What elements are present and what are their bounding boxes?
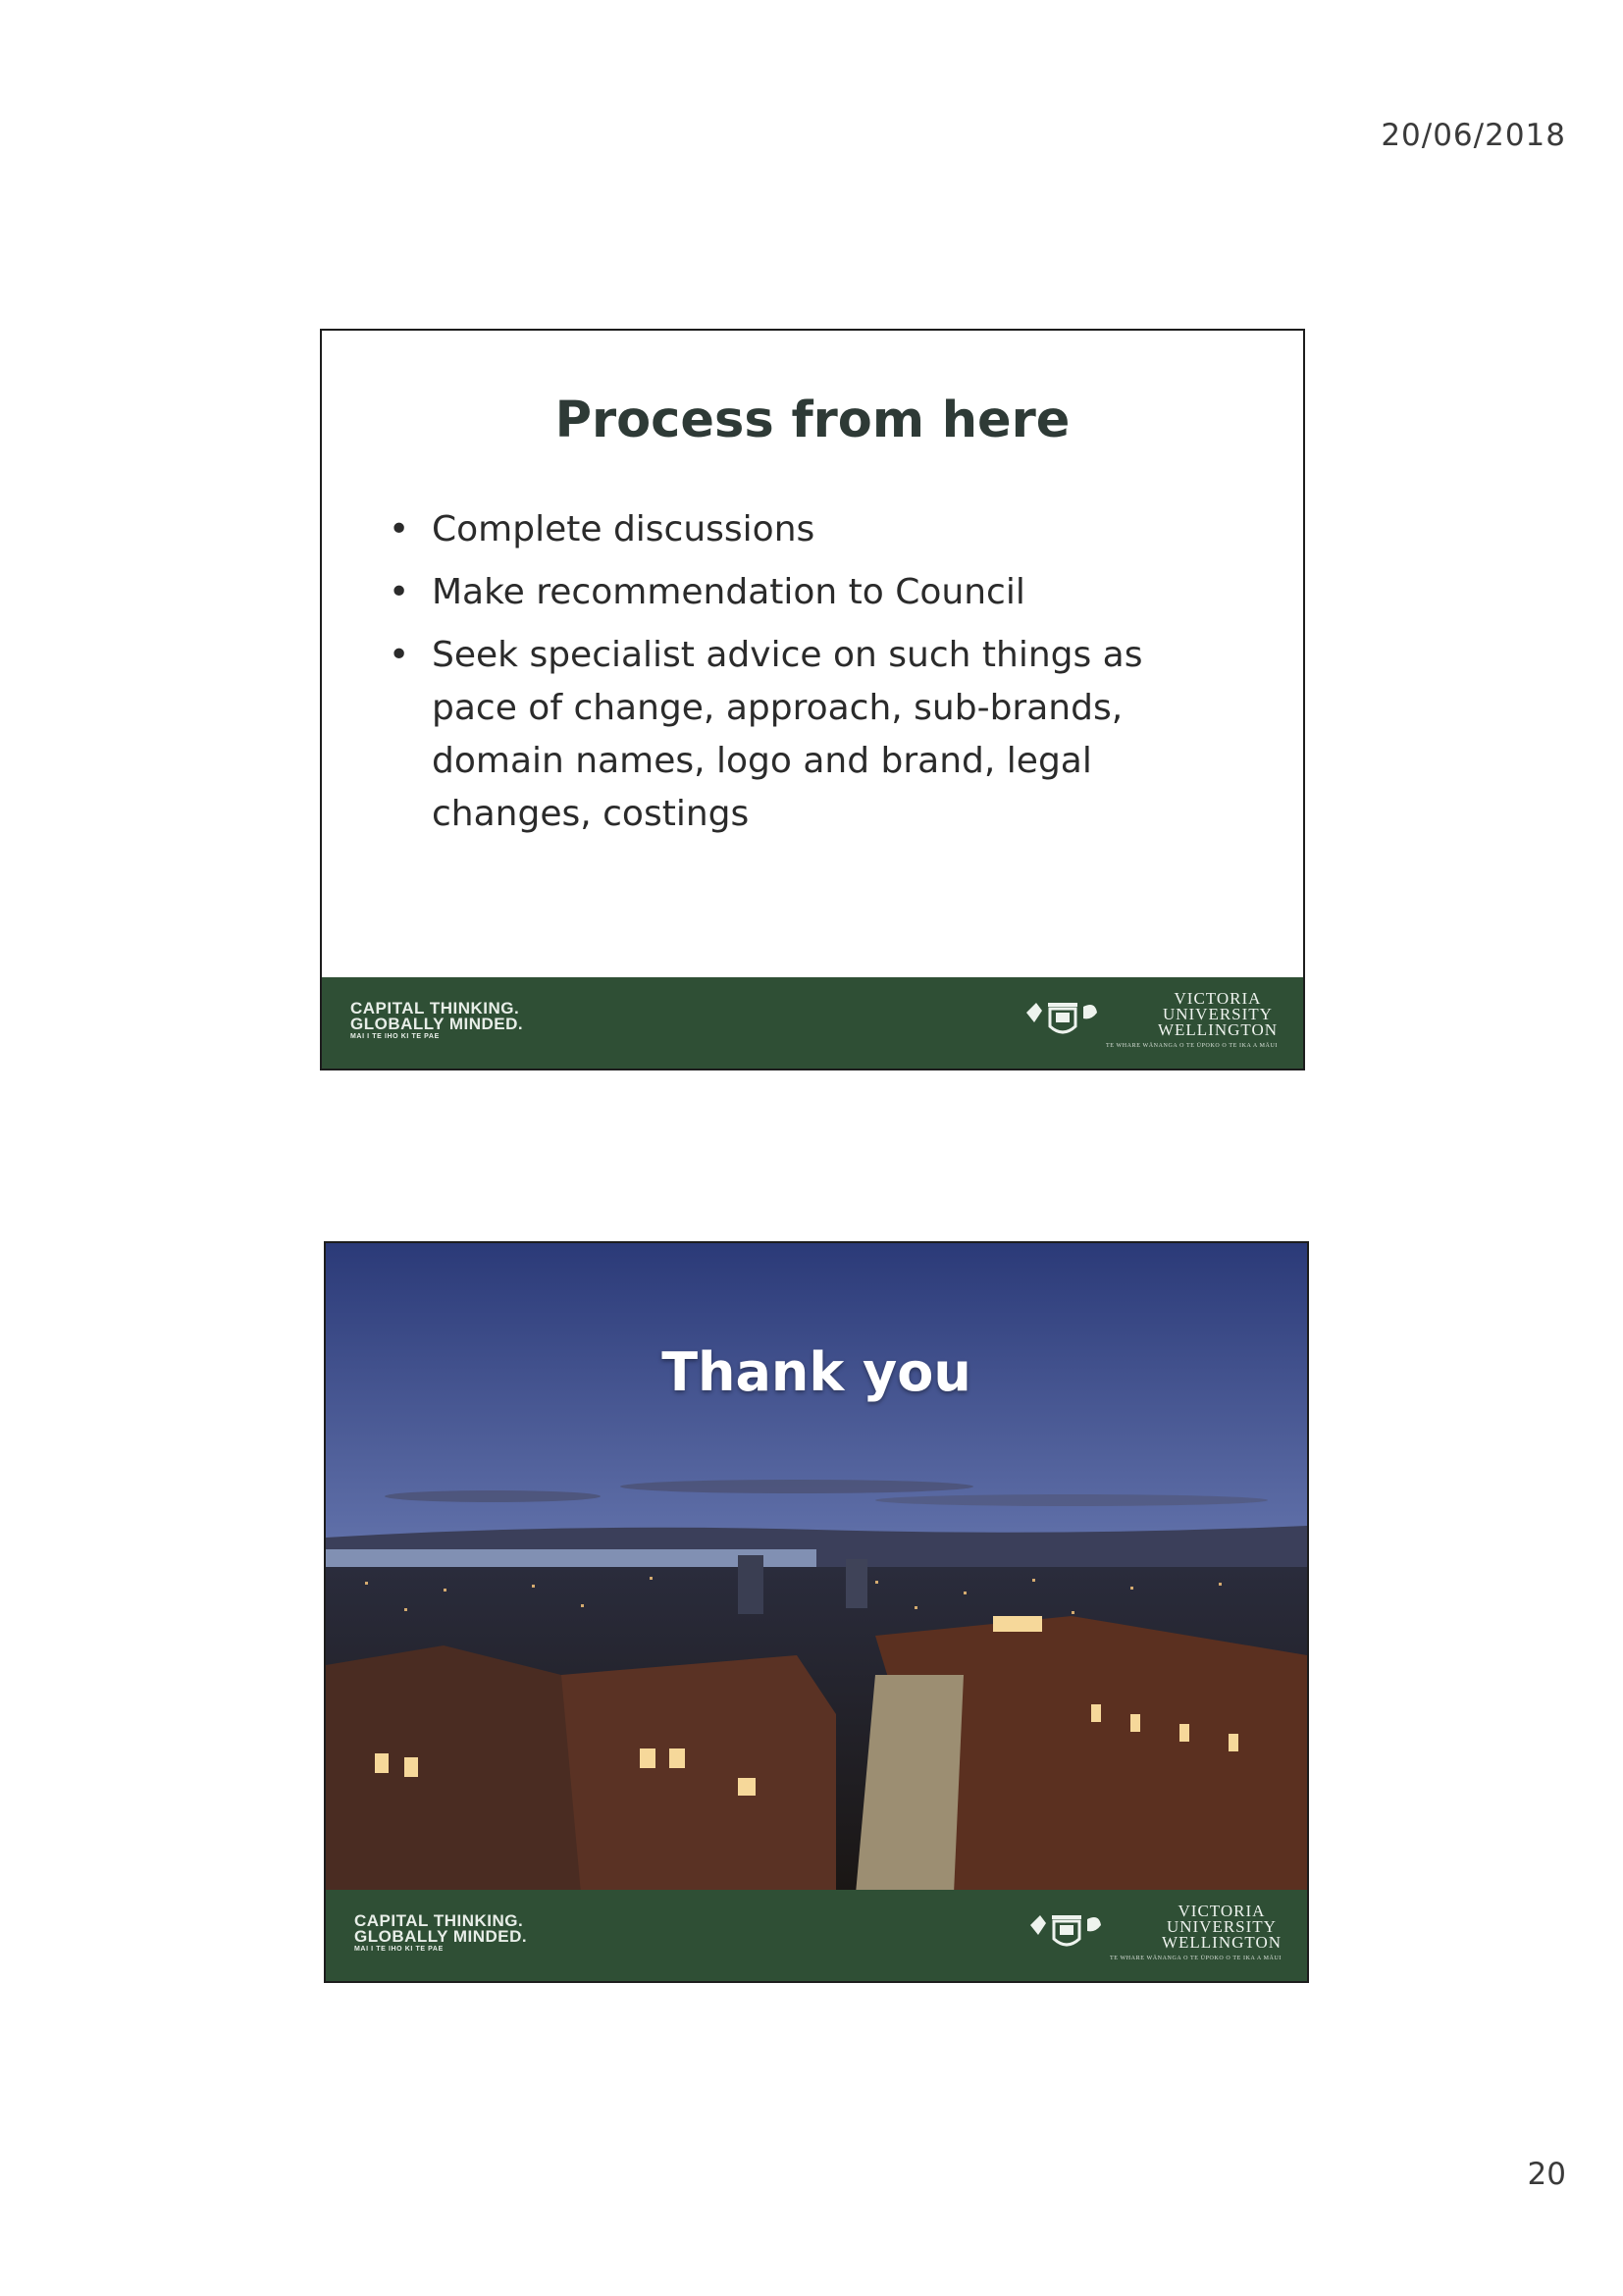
university-name: VICTORIA UNIVERSITY WELLINGTON <box>1157 989 1278 1039</box>
slide-process-from-here <box>320 329 1305 1070</box>
university-maori-name: TE WHARE WĀNANGA O TE ŪPOKO O TE IKA A MĀUI <box>1105 1043 1278 1049</box>
tagline: CAPITAL THINKING. GLOBALLY MINDED. MAI I TE IHO KI TE PAE <box>354 1911 528 1953</box>
university-logo <box>1022 991 1278 1060</box>
slide-title: Process from here <box>554 391 1071 449</box>
tagline: CAPITAL THINKING. GLOBALLY MINDED. MAI I TE IHO KI TE PAE <box>350 999 524 1040</box>
crest-icon <box>1022 993 1103 1042</box>
slide-footer <box>326 1890 1307 1981</box>
page-number: 20 <box>1527 2157 1566 2192</box>
crest-icon <box>1026 1905 1107 1955</box>
bullet-item: • Make recommendation to Council <box>377 566 1230 619</box>
university-logo <box>1026 1904 1282 1972</box>
bullet-dot-icon: • <box>389 509 410 549</box>
bullet-list <box>377 503 1230 851</box>
university-name: VICTORIA UNIVERSITY WELLINGTON <box>1161 1902 1282 1952</box>
page-date: 20/06/2018 <box>1381 118 1566 153</box>
slide-title: Thank you <box>661 1341 971 1403</box>
slide-footer <box>322 977 1303 1069</box>
slide-thank-you <box>324 1241 1309 1983</box>
bullet-dot-icon: • <box>389 635 410 675</box>
bullet-item: • Seek specialist advice on such things as pace of change, approach, sub-brands, domain names, logo and brand, legal changes, costings <box>377 629 1230 841</box>
bullet-item: • Complete discussions <box>377 503 1230 556</box>
bullet-dot-icon: • <box>389 572 410 612</box>
university-maori-name: TE WHARE WĀNANGA O TE ŪPOKO O TE IKA A MĀUI <box>1109 1956 1282 1961</box>
